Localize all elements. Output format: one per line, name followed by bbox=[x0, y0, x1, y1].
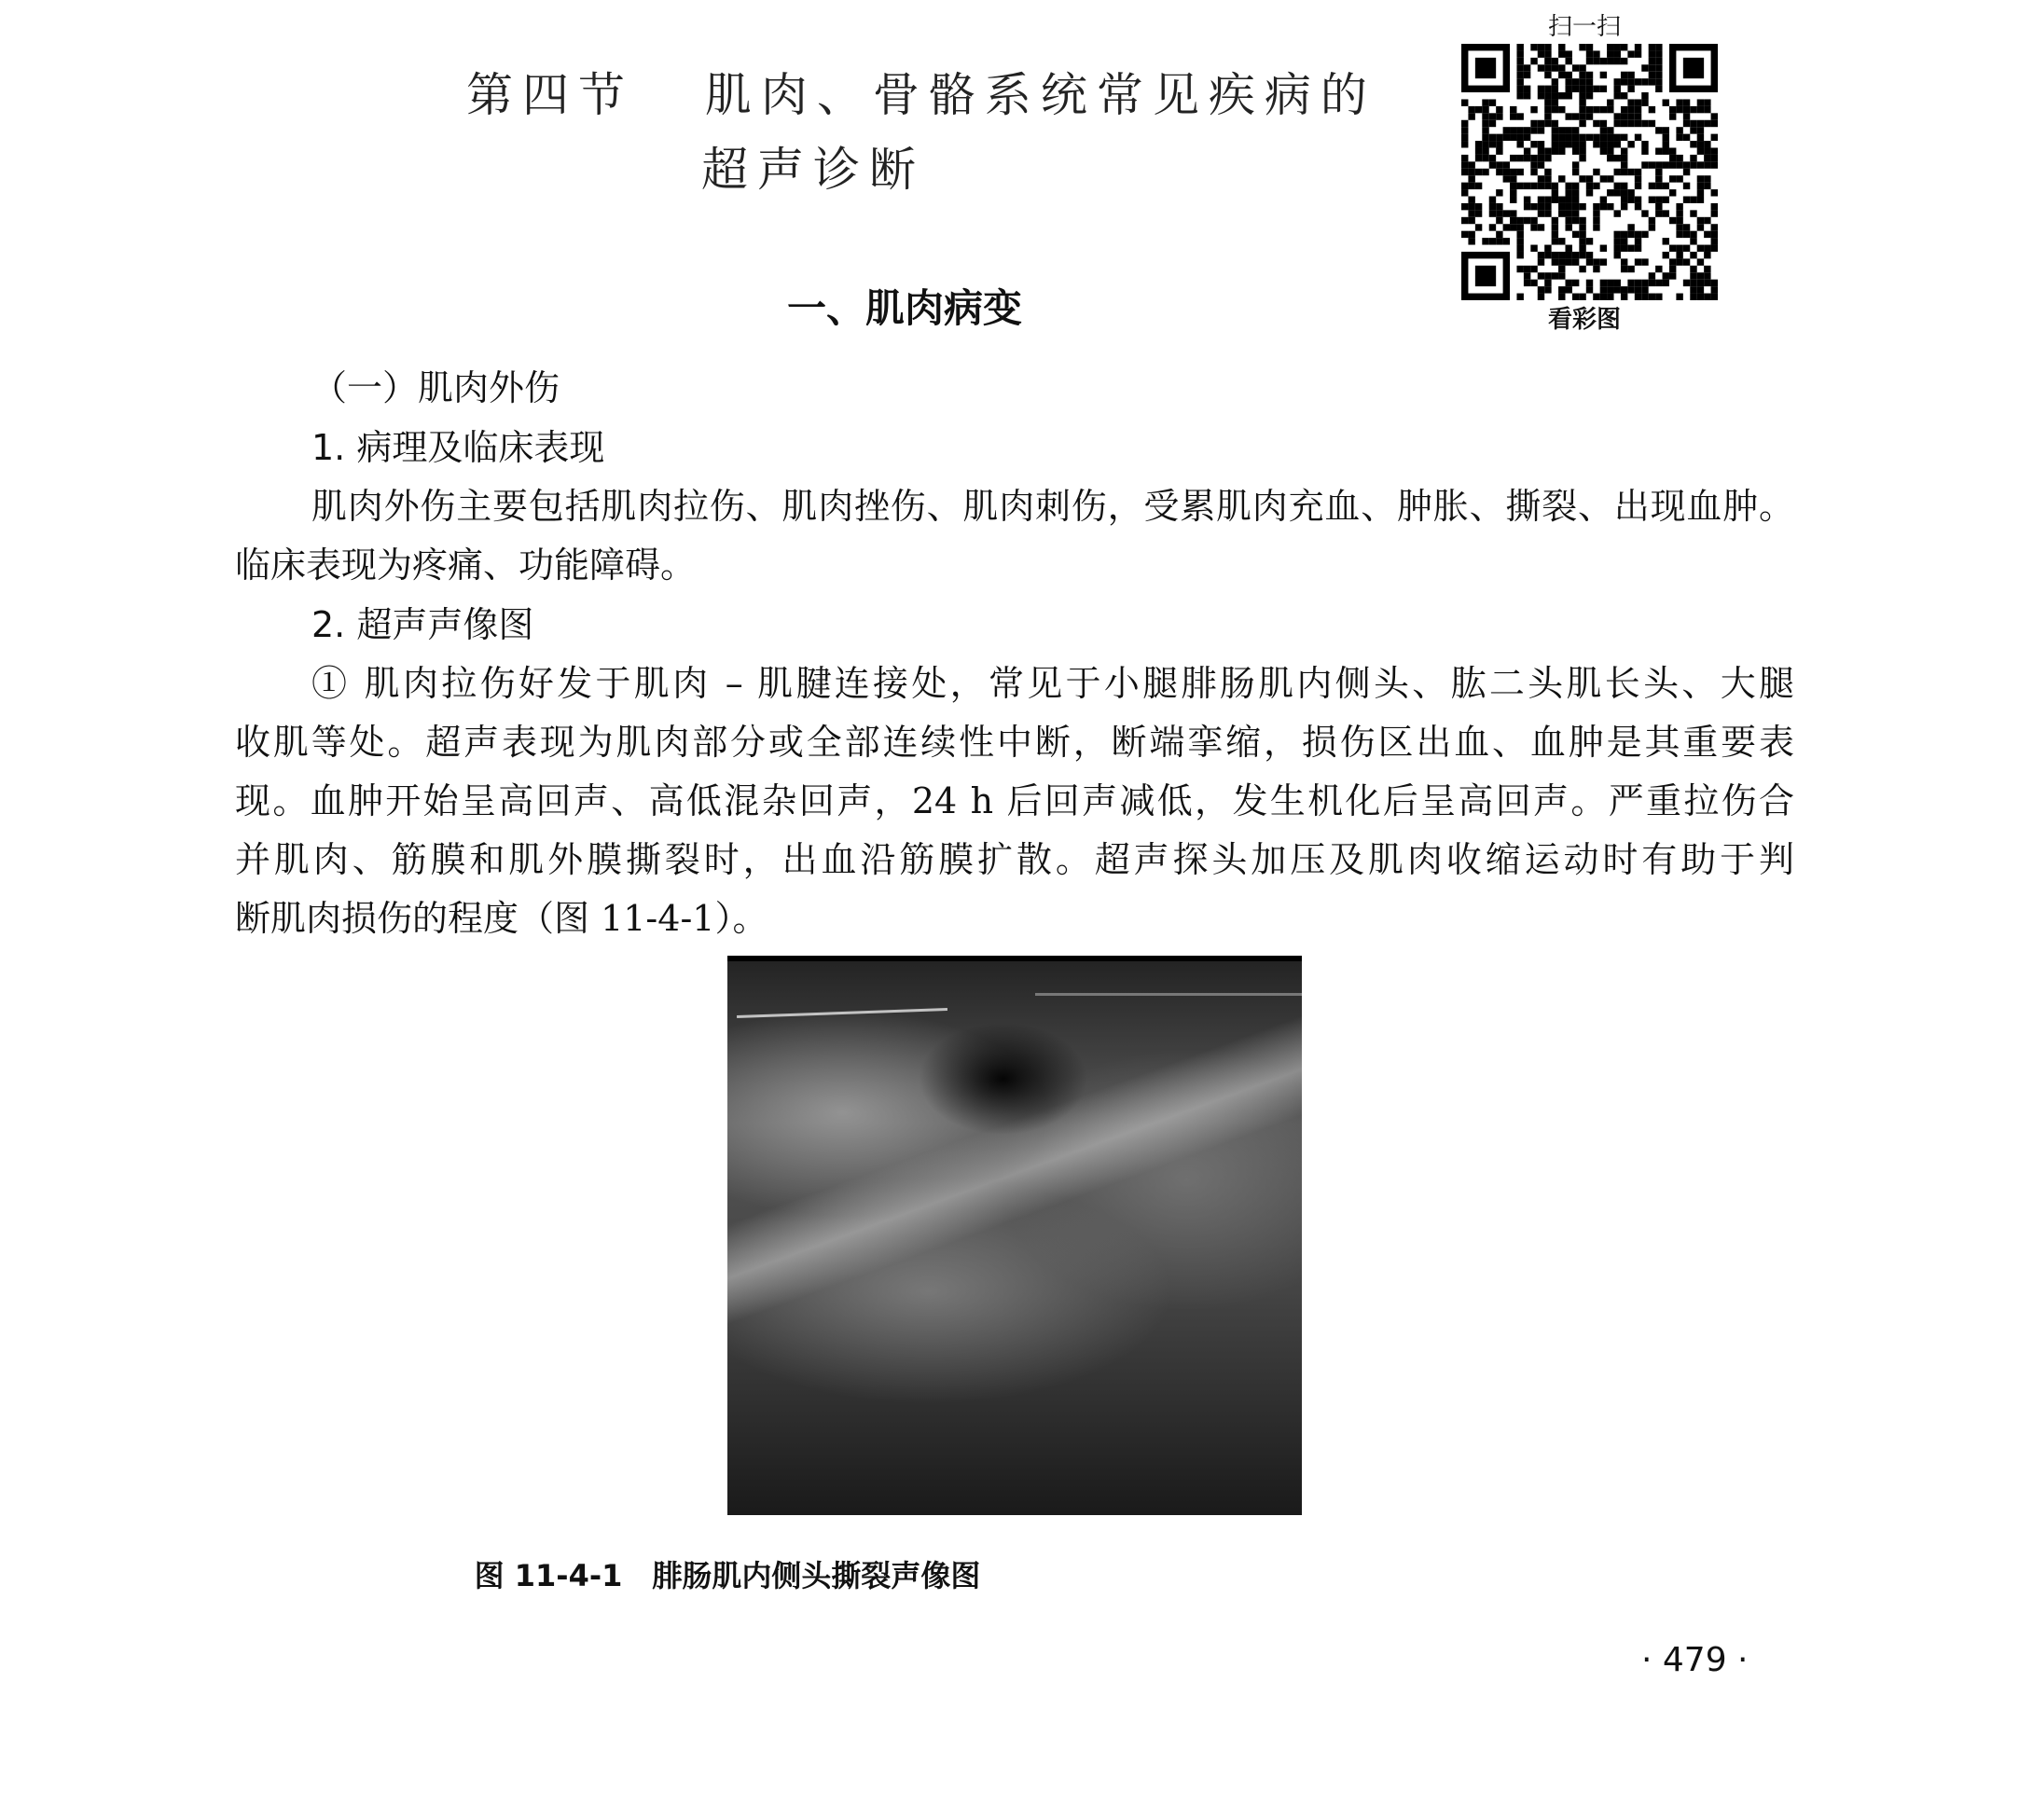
title-line-2: 超声诊断 bbox=[701, 143, 925, 197]
figure-caption: 图 11-4-1 腓肠肌内侧头撕裂声像图 bbox=[474, 1558, 981, 1593]
qr-top-label: 扫一扫 bbox=[1548, 13, 1622, 41]
item-2-title: 2. 超声声像图 bbox=[311, 604, 534, 645]
ultrasound-image bbox=[727, 956, 1302, 1515]
section-number: 第四节 bbox=[466, 68, 634, 122]
qr-bottom-label: 看彩图 bbox=[1548, 306, 1622, 334]
subsection-title: （一）肌肉外伤 bbox=[311, 367, 560, 408]
paragraph-line: 临床表现为疼痛、功能障碍。 bbox=[235, 545, 697, 586]
paragraph-line: 肌肉外伤主要包括肌肉拉伤、肌肉挫伤、肌肉刺伤，受累肌肉充血、肿胀、撕裂、出现血肿。 bbox=[311, 486, 1794, 527]
paragraph-line: 收肌等处。超声表现为肌肉部分或全部连续性中断，断端挛缩，损伤区出血、血肿是其重要表 bbox=[235, 722, 1794, 763]
paragraph-line: 断肌肉损伤的程度（图 11-4-1）。 bbox=[235, 898, 768, 939]
paragraph-line: 现。血肿开始呈高回声、高低混杂回声，24 h 后回声减低，发生机化后呈高回声。严重拉伤合 bbox=[235, 780, 1794, 821]
paragraph-line: 并肌肉、筋膜和肌外膜撕裂时，出血沿筋膜扩散。超声探头加压及肌肉收缩运动时有助于判 bbox=[235, 839, 1794, 880]
title-line-1: 肌肉、骨骼系统常见疾病的 bbox=[704, 68, 1376, 122]
item-1-title: 1. 病理及临床表现 bbox=[311, 427, 605, 468]
chapter-section-title bbox=[466, 58, 1376, 125]
subheading: 一、肌肉病变 bbox=[786, 285, 1022, 331]
paragraph-line: ① 肌肉拉伤好发于肌肉 – 肌腱连接处，常见于小腿腓肠肌内侧头、肱二头肌长头、大腿 bbox=[311, 663, 1794, 704]
page-number: · 479 · bbox=[1641, 1641, 1749, 1679]
qr-code[interactable] bbox=[1461, 44, 1718, 300]
